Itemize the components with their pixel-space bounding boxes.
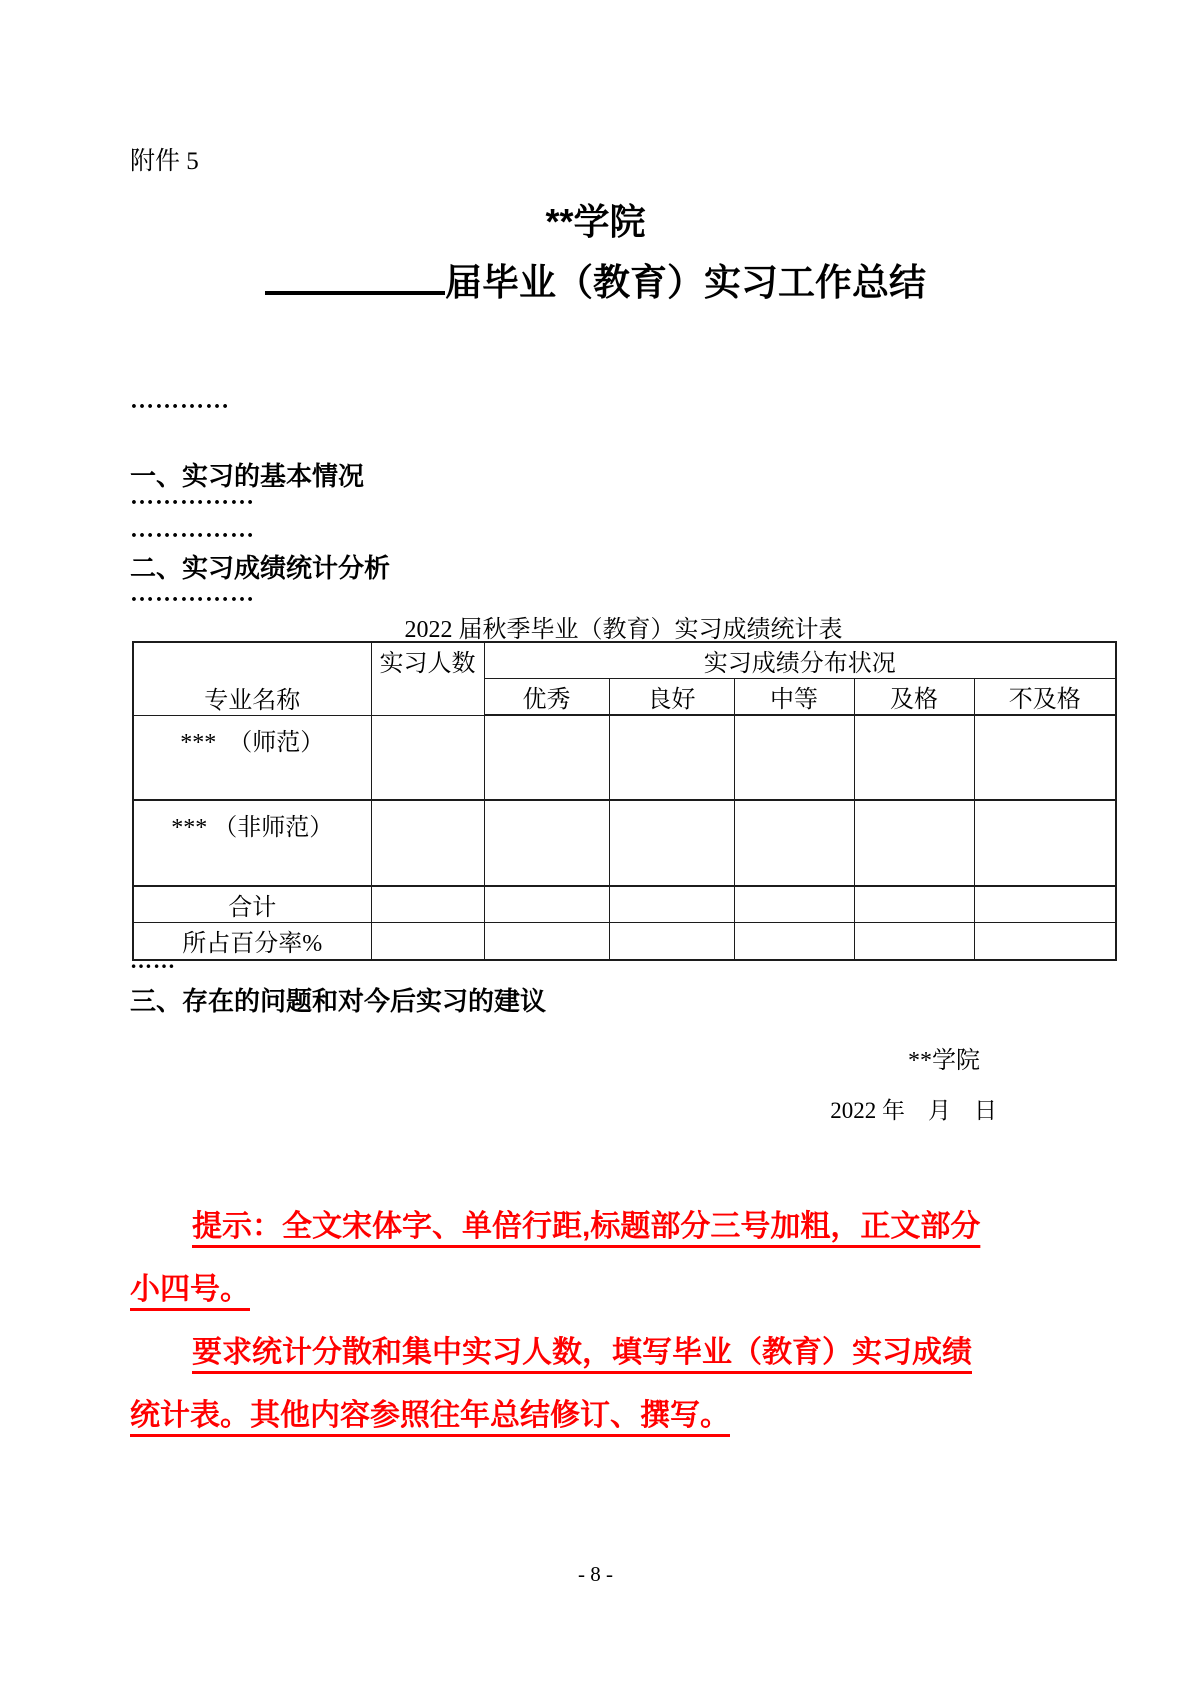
grade-header-cell: 及格 — [854, 679, 974, 716]
table-cell-empty — [734, 886, 854, 923]
section1-dots-1: …………… — [130, 484, 255, 510]
table-cell-empty — [484, 715, 609, 800]
notes-block — [130, 1204, 1030, 1456]
header-count-cell: 实习人数 — [371, 642, 484, 715]
grade-header-cell: 中等 — [734, 679, 854, 716]
post-table-dots: …… — [130, 948, 176, 973]
table-cell-empty — [609, 800, 734, 886]
table-cell-empty — [854, 800, 974, 886]
table-cell-empty — [854, 923, 974, 960]
row-label-cell: 所占百分率% — [133, 923, 371, 960]
attachment-label: 附件 5 — [130, 148, 199, 175]
doc-title-line2-text: 届毕业（教育）实习工作总结 — [445, 262, 926, 303]
table-row — [133, 715, 1116, 800]
table-row — [133, 923, 1116, 960]
signature-date: 2022 年 月 日 — [830, 1098, 997, 1123]
signature-org: **学院 — [908, 1048, 980, 1074]
section3-heading: 三、存在的问题和对今后实习的建议 — [130, 986, 547, 1016]
table-row — [133, 800, 1116, 886]
grade-header-cell: 不及格 — [974, 679, 1116, 716]
section2-dots: …………… — [130, 581, 255, 607]
note-line: 统计表。其他内容参照往年总结修订、撰写。 — [130, 1399, 730, 1432]
table-cell-empty — [484, 800, 609, 886]
table-cell-empty — [371, 715, 484, 800]
section2-heading: 二、实习成绩统计分析 — [130, 553, 391, 583]
table-row — [133, 886, 1116, 923]
table-cell-empty — [609, 886, 734, 923]
title-blank-underline — [265, 291, 445, 295]
grade-header-cell: 优秀 — [484, 679, 609, 716]
table-cell-empty — [734, 715, 854, 800]
page-number: - 8 - — [578, 1562, 613, 1586]
table-cell-empty — [974, 886, 1116, 923]
table-cell-empty — [609, 923, 734, 960]
table-cell-empty — [371, 800, 484, 886]
table-cell-empty — [854, 715, 974, 800]
note-line: 提示：全文宋体字、单倍行距,标题部分三号加粗，正文部分 — [192, 1210, 981, 1243]
table-cell-empty — [734, 923, 854, 960]
doc-title-line2 — [0, 252, 1191, 306]
section1-heading: 一、实习的基本情况 — [130, 461, 365, 491]
table-cell-empty — [609, 715, 734, 800]
stats-table — [132, 641, 1117, 961]
table-header-row-1 — [133, 642, 1116, 679]
row-label-cell: *** （非师范） — [133, 800, 371, 886]
intro-dots: ………… — [130, 388, 230, 414]
table-cell-empty — [734, 800, 854, 886]
table-cell-empty — [484, 886, 609, 923]
table-title: 2022 届秋季毕业（教育）实习成绩统计表 — [404, 617, 843, 643]
table-cell-empty — [974, 715, 1116, 800]
header-distribution-cell: 实习成绩分布状况 — [484, 642, 1116, 679]
table-cell-empty — [484, 923, 609, 960]
table-cell-empty — [371, 886, 484, 923]
header-major-cell: 专业名称 — [133, 642, 371, 715]
table-cell-empty — [974, 923, 1116, 960]
note-line: 要求统计分散和集中实习人数，填写毕业（教育）实习成绩 — [192, 1336, 972, 1369]
table-cell-empty — [854, 886, 974, 923]
row-label-cell: 合计 — [133, 886, 371, 923]
section1-dots-2: …………… — [130, 517, 255, 543]
table-cell-empty — [371, 923, 484, 960]
row-label-cell: *** （师范） — [133, 715, 371, 800]
note-line: 小四号。 — [130, 1273, 250, 1306]
grade-header-cell: 良好 — [609, 679, 734, 716]
table-cell-empty — [974, 800, 1116, 886]
doc-title-line1: **学院 — [545, 201, 646, 242]
